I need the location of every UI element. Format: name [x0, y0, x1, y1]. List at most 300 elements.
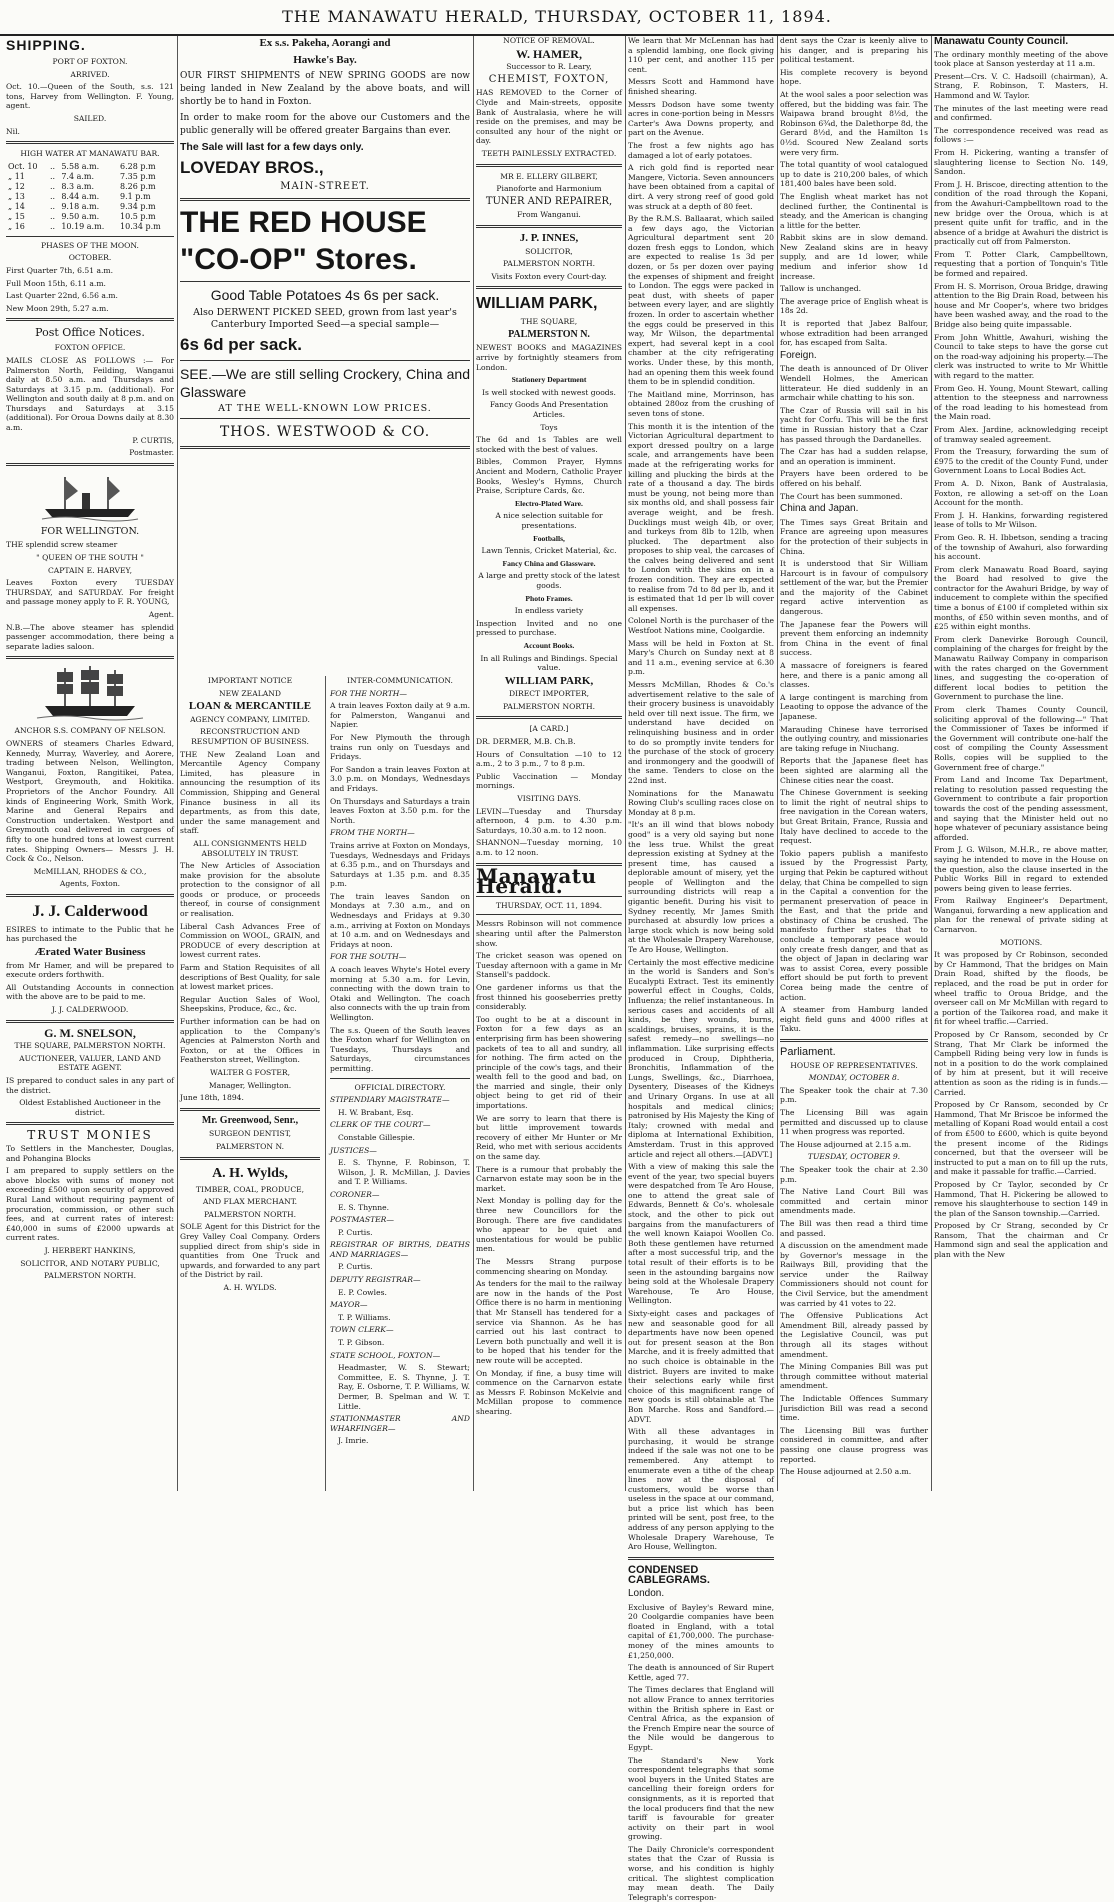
paragraph: Mass will be held in Foxton at St. Mary's Church on Sunday next at 8 and 11 a.m., evening service at 6.30 p.m. — [628, 638, 774, 677]
visiting-shannon: SHANNON—Tuesday morning, 10 a.m. to 12 noon. — [476, 838, 622, 857]
monday-heading: MONDAY, OCTOBER 8. — [808, 1073, 900, 1083]
paragraph: The death is announced of Sir Rupert Kettle, aged 77. — [628, 1663, 774, 1682]
parliament-heading: Parliament. — [780, 1046, 836, 1058]
loveday-street: MAIN-STREET. — [280, 181, 370, 192]
loveday-name: LOVEDAY BROS., — [180, 158, 324, 177]
directory-holder: E. S. Thynne. — [338, 1202, 390, 1212]
paragraph: The total quantity of wool catalogued up to date is 210,200 bales, of which 181,400 bales have been sold. — [780, 160, 928, 189]
paragraph: From H. Pickering, wanting a transfer of slaughtering license to Section No. 149, Sandon. — [934, 147, 1108, 177]
directory-holder: J. Imrie. — [338, 1436, 369, 1446]
moon-month: OCTOBER. — [68, 253, 112, 263]
column-1 — [6, 36, 174, 1491]
snelson-text: IS prepared to conduct sales in any part of the district. — [6, 1076, 174, 1095]
potatoes-line: Good Table Potatoes 4s 6s per sack. — [210, 286, 440, 303]
pakeha-text: OUR FIRST SHIPMENTS of NEW SPRING GOODS are now being landed in New Zealand by the above boats, and will shortly be to hand in Foxton. — [180, 71, 470, 107]
tide-cell: .. — [49, 191, 56, 201]
electro-heading: Electro-Plated Ware. — [515, 498, 583, 508]
frames-heading: Photo Frames. — [525, 593, 573, 603]
paragraph: From H. S. Morrison, Oroua Bridge, drawing attention to the Big Drain Road, between his house and Mr Cooper's, where two bridges have been washed away, and the road to the Bridge also being quite impassable. — [934, 281, 1108, 330]
paragraph: We learn that Mr McLennan has had a splendid lambing, one flock giving 110 per cent, and another 115 per cent. — [628, 36, 774, 74]
paragraph: From J. H. Hankins, forwarding registered lease of tolls to Mr Wilson. — [934, 510, 1108, 530]
council-heading: Manawatu County Council. — [934, 35, 1069, 47]
hamer-name: W. HAMER, — [516, 46, 582, 61]
paragraph: The Mining Companies Bill was put through committee without material amendment. — [780, 1362, 928, 1391]
paragraph: The Times declares that England will not allow France to annex territories within the British sphere in East or Central Africa, as the expansion of the French Empire near the source of the Nile would be dangerous to Egypt. — [628, 1685, 774, 1752]
paragraph: Present—Crs. V. C. Hadsoill (chairman), A. Strang, F. Robinson, T. Masters, H. Hammond and W. Taylor. — [934, 71, 1108, 100]
paragraph: Messrs Scott and Hammond have finished shearing. — [628, 77, 774, 96]
wylds-sign: A. H. WYLDS. — [223, 1282, 277, 1292]
tide-cell: 9.18 a.m. — [61, 201, 100, 211]
derwent-text: Also DERWENT PICKED SEED, grown from last year's Canterbury Imported Seed—a special sample— — [193, 306, 457, 330]
loan-sign2: Manager, Wellington. — [208, 1080, 292, 1090]
loan-text5: Regular Auction Sales of Wool, Sheepskins, Produce, &c., &c. — [180, 994, 320, 1014]
directory-office: POSTMASTER— — [330, 1215, 394, 1225]
hamer-text: HAS REMOVED to the Corner of Clyde and Main-streets, opposite Bank of Australasia, where he will reside on the premises, and may be consulted any hour of the night or day. — [476, 88, 622, 146]
paragraph: The Native Land Court Bill was committed and certain minor amendments made. — [780, 1187, 928, 1216]
inter-text3: For Sandon a train leaves Foxton at 3.0 p.m. on Mondays, Wednesdays and Fridays. — [330, 764, 470, 793]
sailed-text: Nil. — [6, 126, 20, 136]
paragraph: Proposed by Cr Ransom, seconded by Cr Hammond, That Mr Briscoe be informed the metalling of Kopani Road would entail a cost of from £500 to £600, which is quite beyond the present income of the Ridings concerned, but that the overseer will be instructed to put a man on to fill up the ruts, and make it passable for traffic.—Carried. — [934, 1100, 1108, 1177]
tide-cell: „ 16 — [8, 221, 25, 231]
directory-holder: T. P. Gibson. — [338, 1338, 385, 1348]
paragraph: From John Whittle, Awahuri, wishing the Council to take steps to have the gorse cut on the road-way adjoining his property.—The clerk was instructed to write to Mr Whittle with regard to the matter. — [934, 332, 1108, 380]
post-office-heading: Post Office Notices. — [35, 326, 145, 340]
wellington-ship-name: " QUEEN OF THE SOUTH " — [36, 553, 144, 563]
paragraph: From Geo. R. H. Ibbetson, sending a tracing of the township of Awahuri, also forwarding his account. — [934, 532, 1108, 562]
tide-row — [6, 162, 174, 172]
paragraph: From A. D. Nixon, Bank of Australasia, Foxton, re allowing a set-off on the Loan Account for the month. — [934, 478, 1108, 508]
removal-heading: NOTICE OF REMOVAL. — [503, 36, 595, 45]
from-north: FROM THE NORTH— — [330, 828, 415, 838]
pakeha-heading: Ex s.s. Pakeha, Aorangi and — [259, 37, 391, 49]
paragraph: A rich gold find is reported near Mangere, Victoria. Seven announcers have been obtained from a capital of dirt. A very strong reef of good gold was struck at a depth of 80 feet. — [628, 163, 774, 211]
china-japan-news — [780, 518, 928, 1034]
paragraph: The minutes of the last meeting were read and confirmed. — [934, 103, 1108, 123]
innes-visit: Visits Foxton every Court-day. — [491, 271, 607, 281]
per-sack-line: 6s 6d per sack. — [180, 334, 302, 354]
greenwood-name: Mr. Greenwood, Senr., — [201, 1114, 299, 1126]
paragraph: Sixty-eight cases and packages of new and seasonable good for all departments have now been opened out for present season at the Bon Marche, and it is freely admitted that no such choice is obtainable in the district. Buyers are invited to make their selections early while first choice of this magnificent range of new goods is still obtainable at The Bon Marche. Ross and Sandford.—ADVT. — [628, 1309, 774, 1424]
column-rule — [177, 36, 178, 1491]
official-directory: OFFICIAL DIRECTORY. — [354, 1082, 446, 1092]
tide-cell: .. — [49, 161, 56, 171]
toys-text: The 6d and 1s Tables are well stocked with the best of values. — [476, 435, 622, 454]
wellington-text: Leaves Foxton every TUESDAY THURSDAY, and SATURDAY. For freight and passage money apply to F. R. YOUNG, — [6, 578, 174, 607]
tide-row — [6, 182, 174, 192]
paragraph: The House adjourned at 2.15 a.m. — [780, 1139, 912, 1149]
paragraph: Too ought to be at a discount in Foxton for a few days as an enterprising firm has been showering packets of tea to all and sundry, all for nothing. The firm acted on the principle of the cow's tags, and their wealth fell to the good and bad, on the married and single, their only object being to get rid of their importations. — [476, 1014, 622, 1111]
stationery-heading: Stationery Department — [511, 375, 587, 385]
column-2 — [180, 36, 470, 1491]
directory-holder: Headmaster, W. S. Stewart; Committee, E. S. Thynne, J. T. Ray, E. Osborne, T. P. Williams, W. Dermer, B. Spelman and W. T. Little. — [338, 1363, 470, 1411]
paragraph: At the wool sales a poor selection was offered, but the bidding was fair. The Waipawa brand brought 8½d, the Robinson 6¾d, the Dalethorpe 8d, the Gerard 8½d, and the Hamilton 1s 0½d. Scoured New Zealand sorts were very firm. — [780, 89, 928, 157]
paragraph: Exclusive of Bayley's Reward mine, 20 Coolgardie companies have been floated in England, with a total capital of £1,700,000. The purchase-money of the mines amounts to £1,250,000. — [628, 1602, 774, 1660]
paragraph: On Monday, if fine, a busy time will commence on the Carnarvon estate as Messrs F. Robinson McKelvie and McMillan propose to commence shearing. — [476, 1368, 622, 1416]
tide-cell: „ 11 — [8, 171, 25, 181]
south-heading: FOR THE SOUTH— — [330, 952, 407, 962]
card-label: [A CARD.] — [529, 724, 569, 734]
post-office-sign: P. CURTIS, — [132, 435, 174, 445]
paragraph: From clerk Thames County Council, soliciting approval of the following—" That the Commissioner of Taxes be informed if the Government will contribute one-half the cost of compiling the County Assessment Rolls, copies will be supplied to the Government free of charge." — [934, 705, 1108, 772]
intercommunication — [330, 676, 470, 1449]
paragraph: Last Quarter 22nd, 6.56 a.m. — [6, 291, 118, 301]
dermer-hours: Hours of Consultation —10 to 12 a.m., 2 to 3 p.m., 7 to 8 p.m. — [476, 749, 622, 769]
tide-cell: „ 13 — [8, 191, 25, 201]
paragraph: It was proposed by Cr Robinson, seconded by Cr Hammond, That the bridges on Main Drain Road, shifted by the floods, be replaced, and the road be put in order for wheel traffic to Oroua Bridge, and the overseer call on Mr McMillan with regard to a portion of the Taikorea road, and make it fit for wheel traffic.—Carried. — [934, 950, 1108, 1027]
sailing-ship-icon — [35, 664, 145, 722]
visiting-levin: LEVIN—Tuesday and Thursday afternoon, 4 p.m. to 4.30 p.m. Saturdays, 10.30 a.m. to 12 noon. — [476, 806, 622, 835]
tide-cell: 8.26 p.m — [120, 181, 156, 191]
loan-mercantile-ad — [180, 676, 320, 1295]
paragraph: The Japanese fear the Powers will prevent them enforcing an indemnity from China in the event of final success. — [780, 619, 928, 658]
china-text: A large and pretty stock of the latest goods. — [478, 571, 620, 590]
tide-cell: „ 12 — [8, 181, 25, 191]
directory-holder: E. S. Thynne, F. Robinson, T. Wilson, J. R. McMillan, J. Davies and T. P. Williams. — [338, 1158, 470, 1187]
paragraph: Tallow is unchanged. — [780, 284, 862, 294]
directory-office: JUSTICES— — [330, 1145, 377, 1155]
paragraph: It is reported that Jabez Balfour, whose extradition had been arranged for, has escaped from Salta. — [780, 319, 928, 348]
frames-text: In endless variety — [514, 606, 584, 616]
loan-mercantile: LOAN & MERCANTILE — [188, 700, 312, 713]
trust-heading: TRUST MONIES — [27, 1128, 153, 1143]
visiting-heading: VISITING DAYS. — [517, 794, 581, 804]
paragraph: The average price of English wheat is 18s 2d. — [780, 296, 928, 316]
tide-cell: .. — [49, 221, 56, 231]
directory-office: REGISTRAR OF BIRTHS, DEATHS AND MARRIAGES— — [330, 1240, 470, 1259]
directory-holder: Constable Gillespie. — [338, 1132, 415, 1142]
dermer-name: DR. DERMER, M.B. Ch.B. — [476, 737, 576, 747]
snelson-heading: G. M. SNELSON, — [44, 1025, 136, 1040]
footballs-text: Lawn Tennis, Cricket Material, &c. — [481, 546, 617, 556]
directory-holder: P. Curtis. — [338, 1262, 373, 1272]
directory-holder: P. Curtis. — [338, 1227, 373, 1237]
directory-office: DEPUTY REGISTRAR— — [330, 1275, 421, 1285]
tide-cell: .. — [49, 181, 56, 191]
paragraph: Nominations for the Manawatu Rowing Club's sculling races close on Monday at 8 p.m. — [628, 788, 774, 817]
directory-office: TOWN CLERK— — [330, 1325, 394, 1335]
paragraph: From the Treasury, forwarding the sum of £975 to the credit of the County Fund, under Government Loans to Local Bodies Act. — [934, 447, 1108, 476]
local-news — [476, 919, 622, 1416]
park2-place: PALMERSTON NORTH. — [502, 701, 596, 711]
cables-continued — [780, 36, 928, 348]
tide-row — [6, 212, 174, 222]
post-office-sign2: Postmaster. — [129, 448, 174, 458]
wylds-name: A. H. Wylds, — [212, 1165, 288, 1181]
paragraph: The Daily Chronicle's correspondent states that the Czar of Russia is worse, and his condition is highly critical. The slightest complication may mean death. The Daily Telegraph's correspon- — [628, 1844, 774, 1902]
moon-phases — [6, 266, 174, 313]
council-news — [934, 50, 1108, 935]
moon-heading: PHASES OF THE MOON. — [41, 240, 139, 250]
calderwood-text1: ESIRES to intimate to the Public that he has purchased the — [6, 924, 174, 944]
tide-row — [6, 172, 174, 182]
calderwood-big: Ærated Water Business — [34, 946, 146, 959]
paragraph: From J. H. Briscoe, directing attention to the condition of the road through the Kopani, from the Awahuri-Campbelltown road to the new bridge over the Oroua, which is at present quite unfit for traffic, and in the absence of a bridge at Awahuri the district is practically cut off from Palmerston. — [934, 179, 1108, 247]
steamer-ship-icon — [40, 471, 140, 523]
anchor-text: OWNERS of steamers Charles Edward, Kennedy, Murray, Waverley, and Aorere, trading between Nelson, Wellington, Wanganui, Foxton, Rangitikei, Patea, Westport, Greymouth, and Hokitika. Proprietors of the Anchor Foundry. All kinds of Engineering Work, Smith Work, Marine and General Repairs and Construction undertaken. Westport and Greymouth coal delivered in cargoes of fifty to one hundred tons at lowest current rates. Shipping Owners— Messrs J. H. Cock & Co., Nelson. — [6, 738, 174, 864]
paragraph: Colonel North is the purchaser of the Westfoot Nations mine, Coolgardie. — [628, 616, 774, 636]
paragraph: From T. Potter Clark, Campbelltown, requesting that a portion of Tonquin's Title be formed and repaired. — [934, 249, 1108, 279]
tide-row — [6, 202, 174, 212]
paragraph: It is understood that Sir William Harcourt is in favour of compulsory settlement of the war, but the Premier and the majority of the Cabinet regard active intervention as dangerous. — [780, 559, 928, 617]
paragraph: From Geo. H. Young, Mount Stewart, calling attention to the steepness and narrowness of the road leading to his homestead from the Main road. — [934, 383, 1108, 422]
tide-cell: .. — [49, 211, 56, 221]
column-3 — [476, 36, 622, 1491]
paragraph: Marauding Chinese have terrorised the outlying country, and missionaries are taking refuge in Niuchang. — [780, 724, 928, 753]
shipping-heading: SHIPPING. — [6, 37, 86, 53]
paragraph: Certainly the most effective medicine in the world is Sanders and Son's Eucalypti Extract. Test its eminently powerful effect in Coughs, Colds, Influenza; the relief instantaneous. In serious cases and accidents of all kinds, be they wounds, burns, scaldings, bruises, sprains, it is the safest remedy—no swellings—no inflammation. Like surprising effects produced in Croup, Diphtheria, Bronchitis, Inflammation of the Lungs, Swellings, &c., Diarrhoea, Dysentery, Diseases of the Kidneys and Urinary Organs. In use at all hospitals and medical clinics; patronised by His Majesty the King of Italy; crowned with medal and diploma at International Exhibition, Amsterdam. Trust in this approved article and reject all others.—[ADVT.] — [628, 957, 774, 1159]
wylds-role: TIMBER, COAL, PRODUCE, — [195, 1184, 305, 1194]
parliament-tuesday — [780, 1165, 928, 1477]
reconstruction: RECONSTRUCTION AND RESUMPTION OF BUSINESS. — [191, 727, 309, 746]
inter-text7: A coach leaves Whyte's Hotel every morning at 5.30 a.m. for Levin, connecting with the down train to Otaki and Wellington. The coach also connects with the up train from Wellington. — [330, 965, 471, 1022]
tide-cell: „ 14 — [8, 201, 25, 211]
innes-name: J. P. INNES, — [519, 231, 579, 244]
inter-text4: On Thursdays and Saturdays a train leaves Foxton at 3.50 p.m. for the North. — [330, 796, 470, 825]
paragraph: The Licensing Bill was further considered in committee, and after passing one clause progress was reported. — [780, 1425, 928, 1464]
paragraph: Prayers have been ordered to be offered on his behalf. — [780, 469, 928, 488]
inter-text8: The s.s. Queen of the South leaves the Foxton wharf for Wellington on Tuesdays, Thursdays and Saturdays, circumstances permitting. — [330, 1025, 470, 1073]
paragraph: This month it is the intention of the Victorian Agricultural department to export dressed poultry on a large scale, and arrangements have been made at the refrigerating works for killing and plucking the birds at the rate of a thousand a day. The birds must be young, not being more than six months old, and shall possess fair average weight, and be fresh. Ducklings must weigh 4lb, or over, and turkeys from 8lb to 12lb, when plucked. The department also proposes to ship veal, the carcases of the calves being delivered and sent to London with the skins on in a frozen condition. They are expected to realise from 7d to 8d per lb, and it is estimated that 1d per lb will cover all expenses. — [628, 421, 774, 613]
coop-heading: "CO-OP" Stores. — [180, 242, 417, 276]
china-japan-heading: China and Japan. — [780, 503, 859, 515]
tide-cell: .. — [49, 201, 56, 211]
gilbert-name: MR E. ELLERY GILBERT, — [500, 171, 598, 181]
paragraph: From Alex. Jardine, acknowledging receipt of tramway sealed agreement. — [934, 424, 1108, 444]
paragraph: The Standard's New York correspondent telegraphs that some wool buyers in the United States are cancelling their foreign orders for consignments, as it is reported that the local producers find that the new tariff is favourable for greater activity on their part in wool growing. — [628, 1755, 774, 1842]
paragraph: The Czar has had a sudden relapse, and an operation is imminent. — [780, 447, 928, 466]
sailed-label: SAILED. — [73, 113, 107, 123]
paragraph: From clerk Manawatu Road Board, saying the Board had resolved to give the contractor for the Awahuri Bridge, by way of inducement to complete within the specified time a bonus of £100 if completed within six months, of £50 within seven months, and of £25 within eight months. — [934, 564, 1108, 632]
paragraph: We are sorry to learn that there is but little improvement towards recovery of either Mr Hunter or Mr Reid, who met with serious accidents on the same day. — [476, 1113, 622, 1162]
paragraph: A large contingent is marching from Leaoting to oppose the advance of the Japanese. — [780, 692, 928, 721]
account-text: In all Rulings and Bindings. Special value. — [480, 653, 618, 673]
foreign-news — [780, 364, 928, 501]
loan-date: June 18th, 1894. — [180, 1093, 244, 1103]
loan-text6: Further information can be had on application to the Company's Agencies at Palmerston North and Foxton, or at the Offices in Featherston street, Wellington. — [180, 1017, 320, 1065]
cables-heading: CONDENSED CABLEGRAMS. — [628, 1563, 710, 1587]
pakeha-heading2: Hawke's Bay. — [293, 54, 357, 66]
paragraph: The ordinary monthly meeting of the above took place at Sanson yesterday at 11 a.m. — [934, 49, 1108, 69]
wanganui-line: From Wanganui. — [517, 210, 581, 220]
masthead: THE MANAWATU HERALD, THURSDAY, OCTOBER 11, 1894. — [0, 0, 1114, 36]
dermer-vaccination: Public Vaccination — Monday mornings. — [476, 771, 622, 791]
parliament-monday — [780, 1086, 928, 1150]
park-square: THE SQUARE, — [520, 317, 578, 327]
column-rule — [931, 36, 932, 1491]
bibles-text: Bibles, Common Prayer, Hymns Ancient and Modern, Catholic Prayer Books, Wesley's Hymns, Church Praise, Scripture Cards, &c. — [476, 457, 622, 496]
motions-heading: MOTIONS. — [999, 937, 1043, 947]
paragraph: The correspondence received was read as follows :— — [934, 125, 1108, 145]
column-rule — [777, 36, 778, 1491]
paragraph: Messrs Robinson will not commence shearing until after the Palmerston show. — [476, 919, 622, 948]
paragraph: The death is announced of Dr Oliver Wendell Holmes, the American litterateur. He died suddenly in an armchair while chatting to his son. — [780, 364, 928, 403]
paragraph: Messrs McMillan, Rhodes & Co.'s advertisement relative to the sale of their grocery business is unavoidably held over till next issue. The firm, we understand have decided on relinquishing business and in order to do so promptly invite tenders for the purchase of the stock of grocery and ironmongery and the goodwill of the same. Tenders to close on the 22nd inst. — [628, 680, 774, 785]
wylds-place: PALMERSTON NORTH. — [203, 1209, 297, 1219]
paragraph: The cricket season was opened on Tuesday afternoon with a game in Mr Stansell's paddock. — [476, 951, 622, 980]
paragraph: Reports that the Japanese fleet has been sighted are alarming all the Chinese cities near the coast. — [780, 756, 928, 785]
directory-holder: H. W. Brabant, Esq. — [338, 1107, 414, 1117]
wellington-nb: N.B.—The above steamer has splendid passenger accommodation, there being a separate ladies saloon. — [6, 622, 174, 651]
paragraph: Tokio papers publish a manifesto issued by the Progressist Party, urging that Pekin be captured without delay, that China be compelled to sign in the Capital a convention for the permanent preservation of peace in the East, and that the pride and obstinacy of China be crushed. The manifesto further states that to conclude a temporary peace would only create fresh danger, and that as the object of Japan in declaring war was to assist Corea, every possible effort should be put forth to prevent Corea being made the centre of action. — [780, 848, 928, 1002]
agency: AGENCY COMPANY, LIMITED. — [190, 714, 310, 724]
wylds-role2: AND FLAX MERCHANT. — [202, 1197, 298, 1207]
issue-date: THURSDAY, OCT. 11, 1894. — [495, 900, 603, 910]
column-4 — [628, 36, 774, 1902]
inter-heading: INTER-COMMUNICATION. — [347, 676, 453, 685]
directory-holder: E. P. Cowles. — [338, 1287, 387, 1297]
tide-cell: 9.34 p.m — [120, 201, 156, 211]
foreign-heading: Foreign. — [780, 349, 817, 361]
paragraph: From J. G. Wilson, M.H.R., re above matter, saying he intended to move in the House on the question, also the clause inserted in the Public Works Bill in regard to extended powers being given to lease ferries. — [934, 845, 1108, 893]
paragraph: There is a rumour that probably the Carnarvon estate may soon be in the market. — [476, 1164, 622, 1193]
teeth-line: TEETH PAINLESSLY EXTRACTED. — [481, 148, 617, 158]
trust-sign3: PALMERSTON NORTH. — [43, 1271, 137, 1281]
tide-cell: 5.58 a.m. — [61, 161, 100, 171]
paragraph: With all these advantages in purchasing, it would be strange indeed if the sale was not one to be remembered. Any attempt to enumerate even a tithe of the cheap lines now at the disposal of customers, would be worse than useless in the space at our command, but a price list which has been printed will be sent, post free, to the address of any person applying to the Wholesale Drapery Warehouse, Te Aro House, Wellington. — [628, 1427, 774, 1552]
inter-text5: Trains arrive at Foxton on Mondays, Tuesdays, Wednesdays and Fridays at 6.35 p.m., and on Thursdays and Saturdays at 1.35 p.m. and 8.35 p.m. — [330, 840, 470, 889]
paragraph: The Speaker took the chair at 2.30 p.m. — [780, 1164, 928, 1184]
paragraph: By the R.M.S. Ballaarat, which sailed a few days ago, the Victorian Agricultural department sent 20 dozen fresh eggs to London, which are expected to realise 1s 3d per dozen, or 5s per dozen over paying the expenses of shipment and freight to London. The eggs were packed in peat dust, with sheets of paper between every layer, and are slightly frozen. In order to ascertain whether the eggs could be preserved in this way, Mr Wilson, the departmental expert, had several kept in a cool chamber at the city refrigerating works. Under these, by this month, had an opening them this week found them to be in splendid condition. — [628, 214, 774, 387]
paragraph: The English wheat market has not declined further, the Continental is steady, and the American is changing a little for the better. — [780, 191, 928, 230]
directory-list — [330, 1095, 470, 1446]
park-name: WILLIAM PARK, — [476, 295, 598, 313]
stationery-text: Is well stocked with newest goods. — [482, 387, 616, 397]
wellington-heading: FOR WELLINGTON. — [40, 525, 140, 537]
directory-office: STIPENDIARY MAGISTRATE— — [330, 1095, 450, 1105]
paragraph: The Indictable Offences Summary Jurisdiction Bill was read a second time. — [780, 1394, 928, 1423]
inspection-text: Inspection Invited and no one pressed to purchase. — [476, 618, 622, 638]
paragraph: The Times says Great Britain and France are agreeing upon measures for the protection of their subjects in China. — [780, 517, 928, 556]
innes-role: SOLICITOR, — [525, 246, 573, 256]
snelson-text2: Oldest Established Auctioneer in the district. — [19, 1098, 161, 1117]
tide-cell: 10.34 p.m — [120, 221, 161, 231]
innes-place: PALMERSTON NORTH. — [502, 259, 596, 269]
paragraph: One gardener informs us that the frost thinned his gooseberries pretty considerably. — [476, 982, 622, 1012]
park-text: NEWEST BOOKS and MAGAZINES arrive by fortnightly steamers from London. — [476, 343, 622, 372]
paragraph: The Bill was then read a third time and passed. — [780, 1218, 928, 1238]
loan-text4: Farm and Station Requisites of all descriptions of Best Quality, for sale at lowest market prices. — [180, 963, 320, 992]
wellington-captain: CAPTAIN E. HARVEY, — [48, 565, 132, 575]
north-heading: FOR THE NORTH— — [330, 688, 408, 698]
tide-row — [6, 192, 174, 202]
anchor-heading: ANCHOR S.S. COMPANY OF NELSON. — [14, 726, 166, 736]
loan-sign: WALTER G FOSTER, — [210, 1067, 290, 1077]
post-office-sub: FOXTON OFFICE. — [54, 343, 126, 353]
tide-cell: „ 15 — [8, 211, 25, 221]
paragraph: The Offensive Publications Act Amendment Bill, already passed by the Legislative Council, was put through all its stages without amendment. — [780, 1311, 928, 1359]
wylds-text: SOLE Agent for this District for the Grey Valley Coal Company. Orders supplied direct from ship's side in quantities from One Truck and upwards, and forwarded to any part of the District by rail. — [180, 1222, 320, 1280]
paragraph: First Quarter 7th, 6.51 a.m. — [6, 265, 114, 275]
paragraph: The Czar of Russia will sail in his yacht for Corfu. This will be the first time in Russian history that a Czar has passed through the Dardanelles. — [780, 405, 928, 444]
house-heading: HOUSE OF REPRESENTATIVES. — [790, 1060, 918, 1070]
china-heading: Fancy China and Glassware. — [502, 558, 596, 568]
paragraph: Next Monday is polling day for the three new Councillors for the Borough. There are five candidates who appear to be quiet and unostentatious for would be public men. — [476, 1196, 622, 1254]
paragraph: With a view of making this sale the event of the year, two special buyers were despatched from Te Aro House, one to attend the great sale of Edwards, Bennett & Co's. wholesale stock, and the other to pick out bargains from the manufacturers of the well known Kaiapoi Woollen Co. Both these gentlemen have returned after a most successful trip, and the total result of their efforts is to be seen in the astounding bargains now being sold at the Wholesale Drapery Warehouse, Te Aro House, Wellington. — [628, 1162, 774, 1306]
port-heading: PORT OF FOXTON. — [52, 57, 128, 66]
red-house-heading: THE RED HOUSE — [180, 205, 427, 239]
paragraph: Rabbit skins are in slow demand. New Zealand skins are in heavy supply, and are 1d lower, while medium and inferior show 1d increase. — [780, 233, 928, 281]
snelson-role: AUCTIONEER, VALUER, LAND AND ESTATE AGENT. — [19, 1053, 161, 1073]
tide-cell: 8.3 a.m. — [61, 181, 95, 191]
trust-sub: To Settlers in the Manchester, Douglas, and Pohangina Blocks — [6, 1143, 174, 1163]
westwood-line: THOS. WESTWOOD & CO. — [219, 424, 431, 441]
high-water-heading: HIGH WATER AT MANAWATU BAR. — [20, 149, 160, 159]
tide-cell: .. — [49, 171, 56, 181]
tuner-line: TUNER AND REPAIRER, — [485, 195, 613, 207]
tide-table — [6, 162, 174, 232]
paragraph: dent says the Czar is keenly alive to his danger, and is preparing his political testament. — [780, 36, 928, 65]
loan-text3: Liberal Cash Advances Free of Commission on WOOL, GRAIN, and PRODUCE of every description at lowest current rates. — [180, 921, 320, 960]
herald-nameplate: Manawatu Herald. — [476, 863, 597, 899]
arrived-label: ARRIVED. — [70, 69, 110, 79]
wellington-ship: THE splendid screw steamer — [6, 540, 118, 550]
london-heading: London. — [628, 1588, 665, 1600]
calderwood-sign: J. J. CALDERWOOD. — [51, 1005, 129, 1015]
chemist-line: CHEMIST, FOXTON, — [488, 73, 610, 85]
snelson-sub: THE SQUARE, PALMERSTON NORTH. — [14, 1041, 166, 1051]
column-5 — [780, 36, 928, 1491]
paragraph: A steamer from Hamburg landed eight field guns and 4000 rifles at Taku. — [780, 1005, 928, 1034]
directory-holder: T. P. Williams. — [338, 1312, 391, 1322]
sale-line: The Sale will last for a few days only. — [180, 141, 364, 153]
footballs-heading: Footballs, — [533, 533, 565, 543]
paragraph: From Land and Income Tax Department, relating to resolution passed requesting the Government to contribute a fair proportion towards the cost of the pending assessment, and saying that the Minister held out no hope whatever of pecuniary assistance being afforded. — [934, 775, 1108, 842]
loan-text: THE New Zealand Loan and Mercantile Agency Company Limited, has pleasure in announcing the resumption of its Commission, Shipping and General Finance business in all its departments, as from this date, under the same management and staff. — [180, 749, 320, 836]
paragraph: New Moon 29th, 5.27 a.m. — [6, 303, 109, 313]
directory-office: STATIONMASTER AND WHARFINGER— — [330, 1414, 470, 1433]
nz-loan: NEW ZEALAND — [219, 688, 281, 698]
paragraph: The Licensing Bill was again permitted and discussed up to clause 11 when progress was reported. — [780, 1107, 928, 1137]
paragraph: As tenders for the mail to the railway are now in the hands of the Post Office there is no harm in mentioning that Mr Stansell has tendered for a service via Shannon. As he has carried out his last contract to Levern both punctually and well it is to be hoped that his tender for the new route will be accepted. — [476, 1279, 622, 1365]
inter-text6: The train leaves Sandon on Mondays at 7.30 a.m., and on Wednesdays and Fridays at 9.30 a.m., arriving at Foxton on Mondays at 10 a.m. and on Wednesdays and Fridays at noon. — [330, 891, 470, 949]
tide-cell: 9.50 a.m. — [61, 211, 100, 221]
paragraph: Proposed by Cr Ransom, seconded by Cr Strang, That Mr Clark be informed the Campbell Riding being very low in funds is not in a position to do the work complained of by him at present, but it will receive attention as soon as the riding is in funds.—Carried. — [934, 1030, 1108, 1097]
electro-text: A nice selection suitable for presentations. — [495, 511, 603, 530]
greenwood-role: SURGEON DENTIST, — [208, 1129, 292, 1139]
tide-cell: 6.28 p.m — [120, 161, 156, 171]
paragraph: The Maitland mine, Morrinson, has obtained 280oz from the crushing of seven tons of stone. — [628, 389, 774, 418]
paragraph: Full Moon 15th, 6.11 a.m. — [6, 278, 106, 288]
consignments: ALL CONSIGNMENTS HELD ABSOLUTELY IN TRUST. — [193, 838, 307, 858]
paragraph: From clerk Danevirke Borough Council, complaining of the charges for freight by the Manawatu Railway Company in comparison with the rates charged on the Government lines, and suggesting the co-operation of different local bodies to petition the Government to purchase the line. — [934, 634, 1108, 702]
directory-office: STATE SCHOOL, FOXTON— — [330, 1350, 441, 1360]
paragraph: Proposed by Cr Taylor, seconded by Cr Hammond, That H. Pickering be allowed to remove his slaughterhouse to section 149 in the plan of the Sanson township.—Carried. — [934, 1179, 1108, 1218]
wellington-agent: Agent. — [148, 610, 174, 619]
post-office-text: MAILS CLOSE AS FOLLOWS :— For Palmerston North, Feilding, Wanganui daily at 8.50 a.m. and Thursdays and Saturdays at 3.15 p.m. (additional). For Wellington and south daily at 8 p.m. and on Thursdays and Saturdays at 3.15 (additional). For Oroua Downs daily at 8.30 a.m. — [6, 355, 174, 433]
inter-text1: A train leaves Foxton daily at 9 a.m. for Palmerston, Wanganui and Napier. — [330, 701, 470, 730]
calderwood-text2: from Mr Hamer, and will be prepared to execute orders forthwith. — [6, 960, 174, 980]
tide-cell: 7.4 a.m. — [61, 171, 95, 181]
paragraph: The House adjourned at 2.50 a.m. — [780, 1467, 912, 1477]
tide-row — [6, 222, 174, 232]
paragraph: The frost a few nights ago has damaged a lot of early potatoes. — [628, 140, 774, 160]
tide-cell: 9.1 p.m — [120, 191, 151, 201]
park-place: PALMERSTON N. — [508, 328, 590, 340]
paragraph: Proposed by Cr Strang, seconded by Cr Ransom, That the chairman and Cr Hammond sign and seal the application and plan with the New — [934, 1221, 1108, 1260]
local-news-continued — [628, 36, 774, 1552]
paragraph: His complete recovery is beyond hope. — [780, 67, 928, 87]
low-prices-line: AT THE WELL-KNOWN LOW PRICES. — [218, 402, 432, 414]
tide-cell: 8.44 a.m. — [61, 191, 100, 201]
anchor-agents: McMILLAN, RHODES & CO., — [33, 866, 147, 876]
column-6 — [934, 36, 1108, 1491]
paragraph: From Railway Engineer's Department, Wanganui, forwarding a new application and plan for the renewal of private siding at Carnarvon. — [934, 896, 1108, 935]
directory-office: CLERK OF THE COURT— — [330, 1120, 431, 1130]
paragraph: The Chinese Government is seeking to limit the right of neutral ships to free navigation in the Corean waters, but Great Britain, France, Russia and Italy have declined to accede to the request. — [780, 788, 928, 846]
gilbert-sub: Pianoforte and Harmonium — [496, 184, 602, 194]
directory-office: MAYOR— — [330, 1300, 368, 1310]
toys-heading: Toys — [540, 422, 558, 432]
